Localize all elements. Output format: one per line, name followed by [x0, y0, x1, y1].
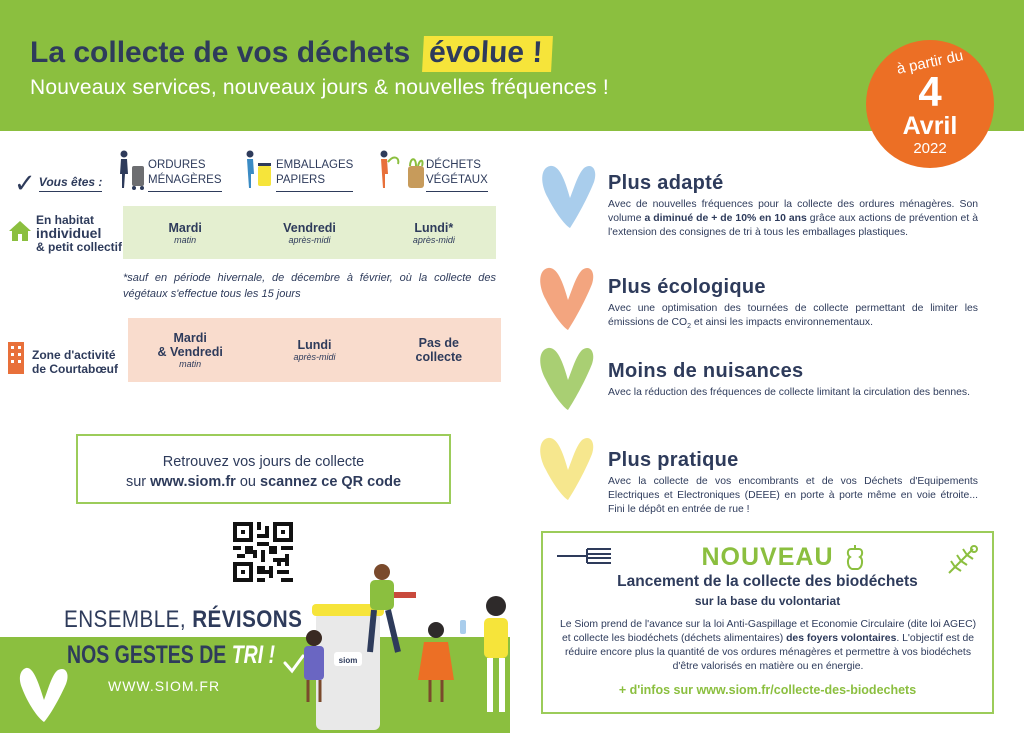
title-main: La collecte de vos déchets — [30, 36, 411, 69]
bin-logo: siom — [338, 656, 358, 665]
person-bin-icon — [112, 148, 148, 192]
house-icon — [8, 220, 32, 242]
category-ordures — [112, 148, 222, 193]
orange-heart-icon — [538, 264, 596, 339]
feature-plus-ecologique: Plus écologique Avec une optimisation des tournées de collecte permettant de limiter les émissions de $CO_2$ et ainsi les impacts environnementaux. — [608, 276, 978, 331]
category-vegetaux — [374, 148, 488, 193]
badge-day: 4 — [918, 68, 942, 115]
big-v-logo-icon — [18, 664, 72, 731]
badge-from: à partir du — [895, 47, 965, 78]
badge-year: 2022 — [913, 140, 947, 157]
biodechets-subheading: sur la base du volontariat — [694, 594, 841, 608]
biodechets-heading: Lancement de la collecte des biodéchets — [617, 573, 918, 590]
category-label: DÉCHETS VÉGÉTAUX — [426, 148, 488, 192]
building-icon — [8, 342, 24, 374]
person-plants-icon — [374, 148, 410, 192]
vous-etes-label: ✓ Vous êtes : — [14, 168, 103, 198]
biodechets-link[interactable]: + d'infos sur www.siom.fr/collecte-des-biodechets — [618, 683, 917, 697]
schedule-cell: Mardi & Vendredi matin — [157, 331, 223, 369]
schedule-cell: Mardi matin — [168, 220, 202, 245]
checkmark-icon: ✓ — [14, 168, 36, 198]
row-label-habitat: En habitat individuel & petit collectif — [8, 214, 122, 254]
slogan-line2: NOS GESTES DE TRI ! — [67, 641, 276, 669]
green-heart-icon — [538, 344, 596, 419]
nouveau-box — [541, 531, 994, 714]
siom-link[interactable]: www.siom.fr — [150, 474, 236, 490]
category-label: EMBALLAGES PAPIERS — [276, 148, 353, 192]
page-subtitle: Nouveaux services, nouveaux jours & nouvelles fréquences ! — [30, 76, 609, 99]
schedule-cell: Lundi après-midi — [293, 338, 336, 362]
qr-code[interactable] — [233, 522, 293, 582]
apple-core-icon — [845, 545, 865, 576]
date-badge — [866, 40, 994, 168]
schedule-cell: Lundi* après-midi — [412, 220, 455, 245]
title-highlight: évolue ! — [422, 36, 553, 72]
nouveau-title: NOUVEAU — [701, 543, 834, 571]
feature-moins-nuisances: Moins de nuisances Avec la réduction des fréquences de collecte limitant la circulation des bennes. — [608, 360, 970, 398]
feature-plus-adapte: Plus adapté Avec de nouvelles fréquences pour la collecte des ordures ménagères. Son volume a diminué de + de 10% en 10 ans grâce aux actions de prévention et à l'extension des consignes de tri à tous les emballages plastiques. — [608, 172, 978, 238]
category-label: ORDURES MÉNAGÈRES — [148, 148, 222, 192]
schedule-cell: Pas de collecte — [415, 336, 463, 364]
person-recycling-icon — [240, 148, 276, 192]
siom-url[interactable]: WWW.SIOM.FR — [108, 678, 221, 694]
biodechets-text: Le Siom prend de l'avance sur la loi Anti-Gaspillage et Economie Circulaire (dite loi AGEC) et collecte les biodéchets (déchets alimentaires) des foyers volontaires. L'objectif est de réduire encore plus la quantité de vos ordures ménagères et permettre à vos biodéchets d'être valorisés en matière ou en énergie. — [559, 619, 977, 672]
children-recycling-illustration — [300, 562, 512, 733]
find-days-box: Retrouvez vos jours de collecte sur www.siom.fr ou scannez ce QR code — [76, 434, 451, 504]
badge-month: Avril — [902, 112, 958, 140]
yellow-heart-icon — [538, 434, 596, 509]
slogan-line1: ENSEMBLE, RÉVISONS — [64, 606, 303, 633]
page-title — [30, 36, 552, 72]
schedule-cell: Vendredi après-midi — [283, 220, 336, 245]
schedule-row-zone — [128, 318, 501, 382]
feature-plus-pratique: Plus pratique Avec la collecte de vos encombrants et de vos Déchets d'Equipements Electriques et Electroniques (DEEE) en porte à porte même en voie étroite... Fini le dépôt en entrée de rue ! — [608, 449, 978, 515]
category-emballages — [240, 148, 353, 193]
blue-heart-icon — [540, 162, 598, 237]
winter-note: *sauf en période hivernale, de décembre à février, où la collecte des végétaux s'effectue tous les 15 jours — [123, 272, 496, 300]
schedule-row-habitat — [123, 206, 496, 259]
row-label-zone: Zone d'activité de Courtabœuf — [8, 342, 118, 376]
